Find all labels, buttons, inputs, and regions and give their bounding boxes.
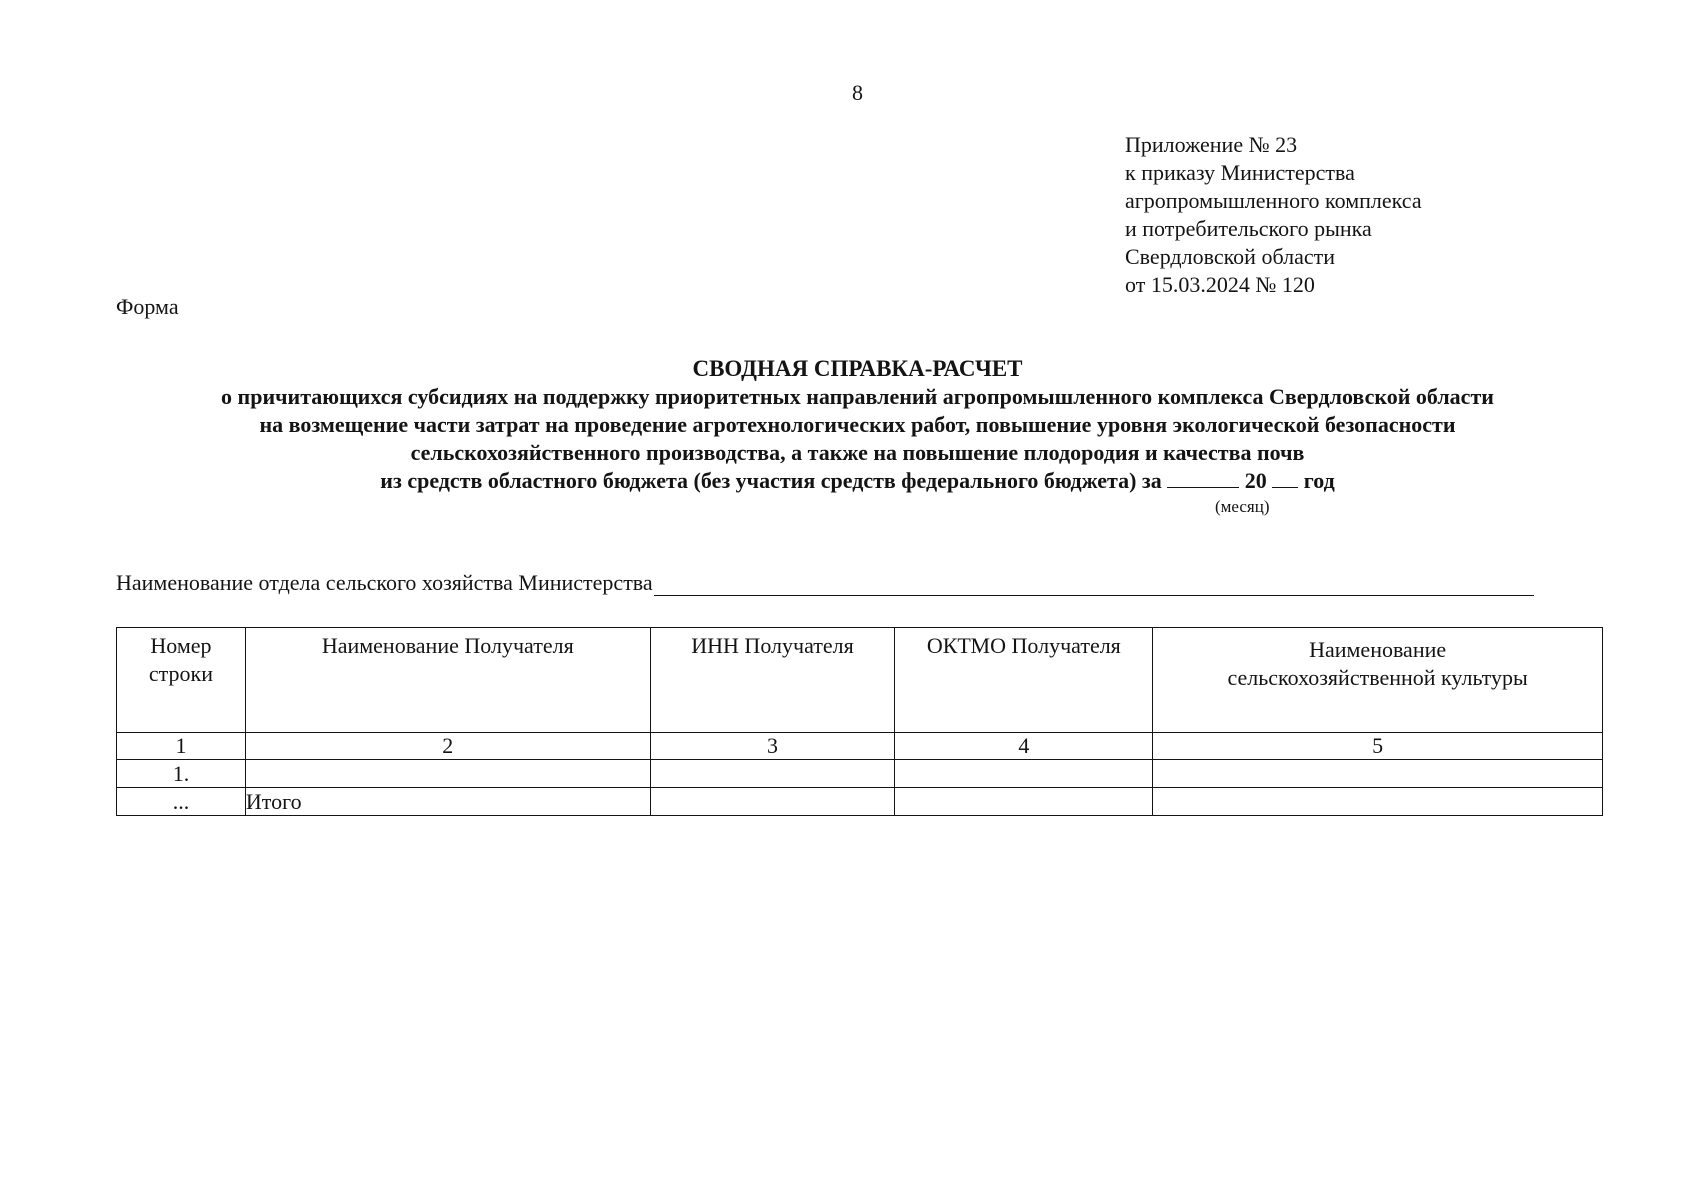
appendix-line: к приказу Министерства: [1125, 160, 1355, 185]
appendix-line: Приложение № 23: [1125, 132, 1298, 157]
document-title-block: [0, 355, 1697, 495]
appendix-line: агропромышленного комплекса: [1125, 188, 1422, 213]
column-number-cell: 1: [117, 733, 246, 760]
month-blank[interactable]: [1167, 469, 1239, 488]
appendix-line: от 15.03.2024 № 120: [1125, 272, 1315, 297]
title-line-4: [0, 467, 1697, 495]
oktmo-cell[interactable]: [895, 788, 1153, 816]
row-number-cell: 1.: [117, 760, 246, 788]
header-cell-recipient-name: Наименование Получателя: [245, 628, 650, 733]
department-field: [116, 570, 1534, 596]
column-number-cell: 5: [1153, 733, 1603, 760]
title-line-3: сельскохозяйственного производства, а также на повышение плодородия и качества почв: [410, 440, 1305, 465]
row-number-cell: ...: [117, 788, 246, 816]
header-cell-oktmo: ОКТМО Получателя: [895, 628, 1153, 733]
month-caption: (месяц): [1215, 497, 1270, 516]
document-title: СВОДНАЯ СПРАВКА-РАСЧЕТ: [692, 356, 1023, 381]
header-cell-culture: [1153, 628, 1603, 733]
oktmo-cell[interactable]: [895, 760, 1153, 788]
title-line-4-text: из средств областного бюджета (без участия средств федерального бюджета) за: [380, 468, 1162, 493]
year-prefix: 20: [1244, 468, 1267, 493]
appendix-line: и потребительского рынка: [1125, 216, 1372, 241]
header-cell-row-number: [117, 628, 246, 733]
column-number-cell: 4: [895, 733, 1153, 760]
culture-cell[interactable]: [1153, 788, 1603, 816]
header-text: Наименование: [1309, 637, 1447, 662]
appendix-line: Свердловской области: [1125, 244, 1335, 269]
page-number: 8: [852, 80, 863, 105]
title-line-1: о причитающихся субсидиях на поддержку приоритетных направлений агропромышленного комплекса Свердловской области: [221, 384, 1494, 409]
recipient-name-cell[interactable]: [245, 760, 650, 788]
year-blank[interactable]: [1272, 469, 1298, 488]
header-text: строки: [148, 661, 214, 686]
inn-cell[interactable]: [650, 760, 895, 788]
department-label: Наименование отдела сельского хозяйства Министерства: [116, 570, 653, 595]
department-input-line[interactable]: [654, 575, 1534, 596]
column-number-cell: 3: [650, 733, 895, 760]
header-cell-inn: ИНН Получателя: [650, 628, 895, 733]
table-header-row: [117, 628, 1603, 733]
title-line-2: на возмещение части затрат на проведение агротехнологических работ, повышение уровня экологической безопасности: [259, 412, 1456, 437]
total-label-cell: Итого: [245, 788, 650, 816]
table-column-number-row: [117, 733, 1603, 760]
header-text: сельскохозяйственной культуры: [1227, 665, 1528, 690]
culture-cell[interactable]: [1153, 760, 1603, 788]
year-suffix: год: [1303, 468, 1335, 493]
header-text: Номер: [150, 633, 212, 658]
form-label: Форма: [116, 294, 179, 319]
inn-cell[interactable]: [650, 788, 895, 816]
table-row-total: [117, 788, 1603, 816]
appendix-block: [1125, 131, 1422, 299]
subsidy-table: [116, 627, 1603, 816]
column-number-cell: 2: [245, 733, 650, 760]
table-row: [117, 760, 1603, 788]
